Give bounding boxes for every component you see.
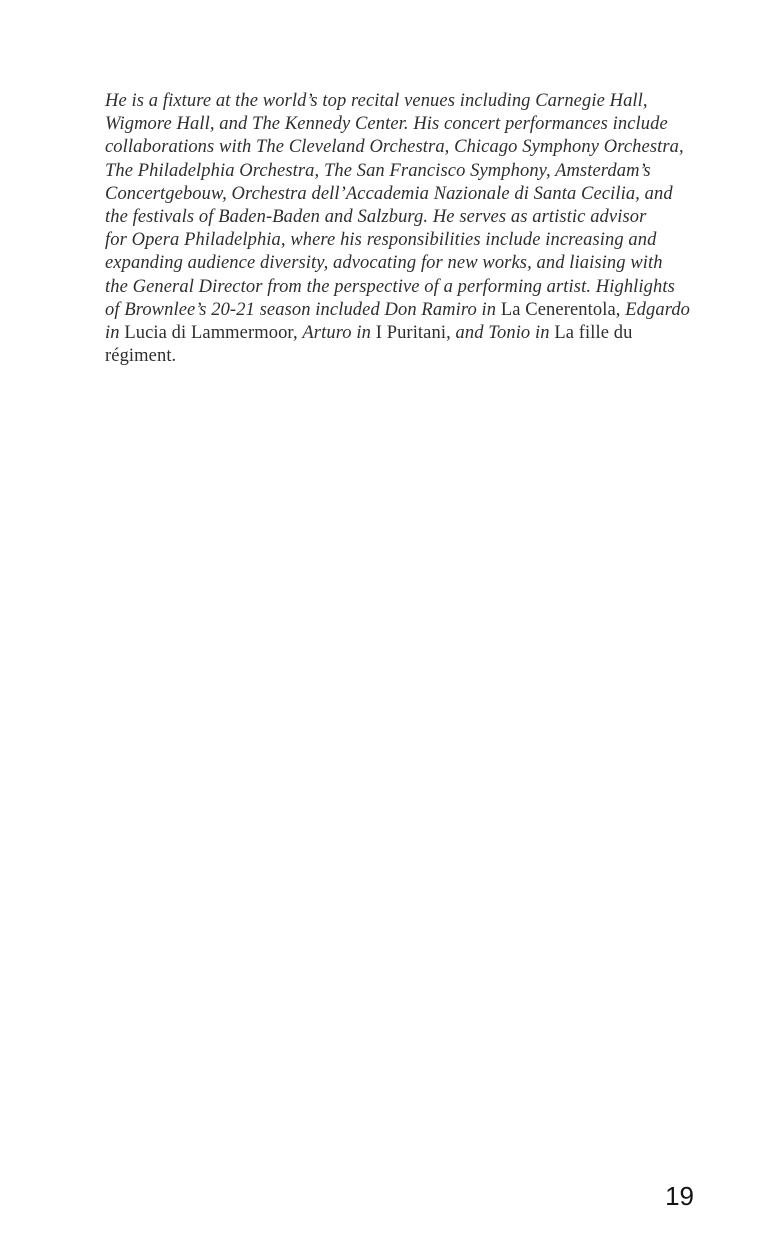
text-segment: in [105, 323, 125, 344]
text-line [105, 322, 745, 345]
text-segment: Wigmore Hall, and The Kennedy Center. His concert performances include [105, 114, 668, 135]
text-segment: expanding audience diversity, advocating for new works, and liaising with [105, 253, 663, 274]
text-segment: the General Director from the perspective of a performing artist. Highlights [105, 276, 675, 297]
text-segment: La fille du [554, 323, 633, 344]
text-line [105, 252, 745, 275]
text-segment: Arturo in [302, 323, 376, 344]
text-line [105, 136, 745, 159]
text-line [105, 229, 745, 252]
page-number: 19 [665, 1181, 694, 1211]
text-line [105, 276, 745, 299]
text-segment: Lucia di Lammermoor, [124, 323, 303, 344]
text-segment: for Opera Philadelphia, where his responsibilities include increasing and [105, 230, 657, 251]
text-segment: of Brownlee’s 20-21 season included Don Ramiro in [105, 299, 501, 320]
text-segment: and Tonio in [455, 323, 555, 344]
text-line [105, 113, 745, 136]
text-segment: La Cenerentola, [500, 299, 626, 320]
text-line [105, 160, 745, 183]
text-line [105, 90, 745, 113]
text-segment: régiment. [105, 346, 177, 367]
text-segment: the festivals of Baden-Baden and Salzburg. He serves as artistic advisor [105, 207, 647, 228]
text-segment: I Puritani, [375, 323, 456, 344]
text-line [105, 345, 745, 368]
text-segment: Concertgebouw, Orchestra dell’Accademia Nazionale di Santa Cecilia, and [105, 183, 673, 204]
text-segment: He is a fixture at the world’s top recital venues including Carnegie Hall, [105, 91, 648, 111]
bio-paragraph [105, 90, 745, 368]
text-segment: The Philadelphia Orchestra, The San Francisco Symphony, Amsterdam’s [105, 160, 651, 181]
text-line [105, 299, 745, 322]
text-segment: collaborations with The Cleveland Orchestra, Chicago Symphony Orchestra, [105, 137, 684, 158]
text-segment: Edgardo [625, 299, 691, 320]
text-line [105, 206, 745, 229]
text-line [105, 183, 745, 206]
